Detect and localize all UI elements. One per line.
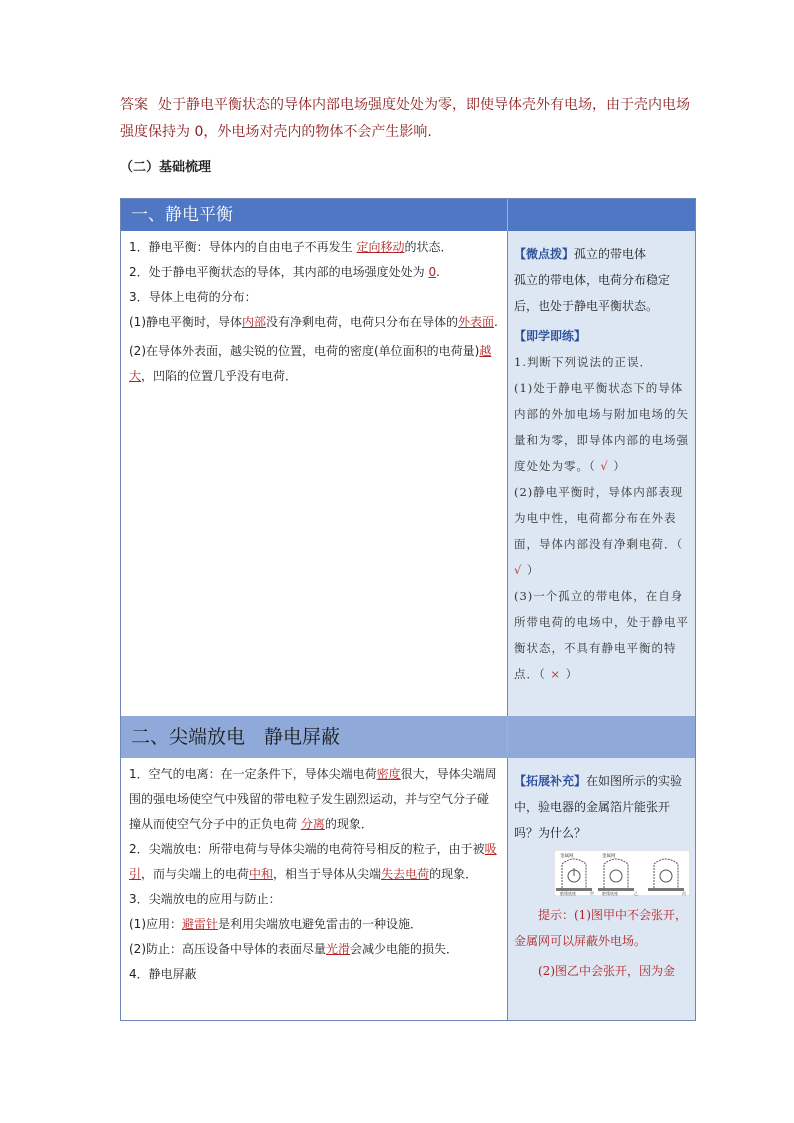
hint-text: (2)图乙中会张开，因为金	[538, 964, 675, 978]
check-mark: √	[600, 459, 609, 473]
text-line: 4．静电屏蔽	[129, 967, 197, 981]
text-line: (2)在导体外表面，越尖锐的位置，电荷的密度(单位面积的电荷量)越大，凹陷的位置几乎没有电荷．	[129, 344, 492, 383]
text-line: 3．导体上电荷的分布：	[129, 290, 257, 304]
section1-header	[121, 199, 695, 231]
answer-blank: 内部	[242, 315, 267, 329]
answer-blank: 分离	[300, 817, 325, 831]
answer-blank: 越大	[129, 344, 492, 383]
text-line: (1)静电平衡时，导体内部没有净剩电荷，电荷只分布在导体的外表面.	[129, 315, 498, 329]
hint-text: 提示：(1)图甲中不会张开，金属网可以屏蔽外电场。	[514, 908, 687, 948]
answer-blank: 中和	[249, 867, 274, 881]
practice-intro: 1.判断下列说法的正误．	[514, 355, 652, 369]
text-line: 2．尖端放电：所带电荷与导体尖端的电荷符号相反的粒子，由于被吸引，而与尖端上的电荷中和，相当于导体从尖端失去电荷的现象．	[129, 842, 497, 881]
answer-blank: 吸引	[129, 842, 497, 881]
section1-sidebar	[507, 231, 695, 717]
practice-item: (1)处于静电平衡状态下的导体内部的外加电场与附加电场的矢量和为零，即导体内部的电场强度处处为零。（ √ ）	[514, 381, 689, 473]
check-mark: √	[514, 563, 523, 577]
electroscope-figure	[554, 850, 690, 896]
fig-label: 绝缘底座	[560, 891, 576, 896]
fig-label: 甲	[590, 891, 594, 896]
section1-body	[121, 231, 695, 717]
answer-paragraph	[120, 92, 692, 146]
section-subtitle: （二）基础梳理	[120, 160, 212, 175]
section2-left	[121, 758, 507, 991]
section2-table	[120, 716, 696, 1021]
text-line: 3．尖端放电的应用与防止：	[129, 892, 281, 906]
tip-title: 【微点拨】孤立的带电体	[514, 247, 647, 261]
answer-blank: 密度	[376, 767, 401, 781]
section2-sidebar	[507, 758, 695, 1020]
section2-header	[121, 716, 695, 758]
practice-item: (3)一个孤立的带电体，在自身所带电荷的电场中，处于静电平衡状态，不具有静电平衡的特点．（ × ）	[514, 589, 689, 681]
text-line: (1)应用：避雷针是利用尖端放电避免雷击的一种设施．	[129, 917, 423, 931]
fig-label: 丙	[682, 891, 686, 896]
answer-blank: 外表面	[458, 315, 495, 329]
answer-blank: 0	[428, 265, 437, 279]
answer-blank: 避雷针	[182, 917, 219, 931]
answer-blank: 定向移动	[356, 240, 405, 254]
text-line: (2)防止：高压设备中导体的表面尽量光滑会减少电能的损失．	[129, 942, 459, 956]
practice-tag: 【即学即练】	[514, 329, 587, 343]
section1-left	[121, 231, 507, 393]
section1-title: 一、静电平衡	[131, 205, 233, 225]
extension-text: 【拓展补充】在如图所示的实验中，验电器的金属箔片能张开吗？为什么？	[514, 774, 683, 840]
answer-blank: 光滑	[326, 942, 351, 956]
header-divider	[507, 199, 508, 231]
cross-mark: ×	[550, 667, 562, 681]
header-divider	[507, 716, 508, 758]
extension-tag: 【拓展补充】	[514, 774, 587, 788]
fig-label: 乙	[634, 891, 638, 896]
text-line: 1．静电平衡：导体内的自由电子不再发生 定向移动的状态．	[129, 240, 453, 254]
section2-body	[121, 758, 695, 1020]
practice-item: (2)静电平衡时，导体内部表现为电中性，电荷都分布在外表面，导体内部没有净剩电荷．（ √ ）	[514, 485, 684, 577]
fig-label: 金属网	[602, 854, 616, 859]
section2-title: 二、尖端放电 静电屏蔽	[131, 726, 341, 748]
answer-label: 答案	[120, 97, 148, 113]
text-line: 2．处于静电平衡状态的导体，其内部的电场强度处处为 0.	[129, 265, 440, 279]
fig-label: 绝缘底座	[602, 891, 618, 896]
fig-label: 金属网	[560, 854, 574, 859]
section1-table	[120, 198, 696, 718]
tip-text: 孤立的带电体，电荷分布稳定后，也处于静电平衡状态。	[514, 273, 671, 313]
tip-tag: 【微点拨】	[514, 247, 575, 261]
text-line: 1．空气的电离：在一定条件下，导体尖端电荷密度很大，导体尖端周围的强电场使空气中残留的带电粒子发生剧烈运动，并与空气分子碰撞从而使空气分子中的正负电荷 分离的现象．	[129, 767, 497, 831]
answer-blank: 失去电荷	[381, 867, 430, 881]
answer-text: 处于静电平衡状态的导体内部电场强度处处为零，即使导体壳外有电场，由于壳内电场强度保持为 0，外电场对壳内的物体不会产生影响.	[120, 97, 690, 140]
